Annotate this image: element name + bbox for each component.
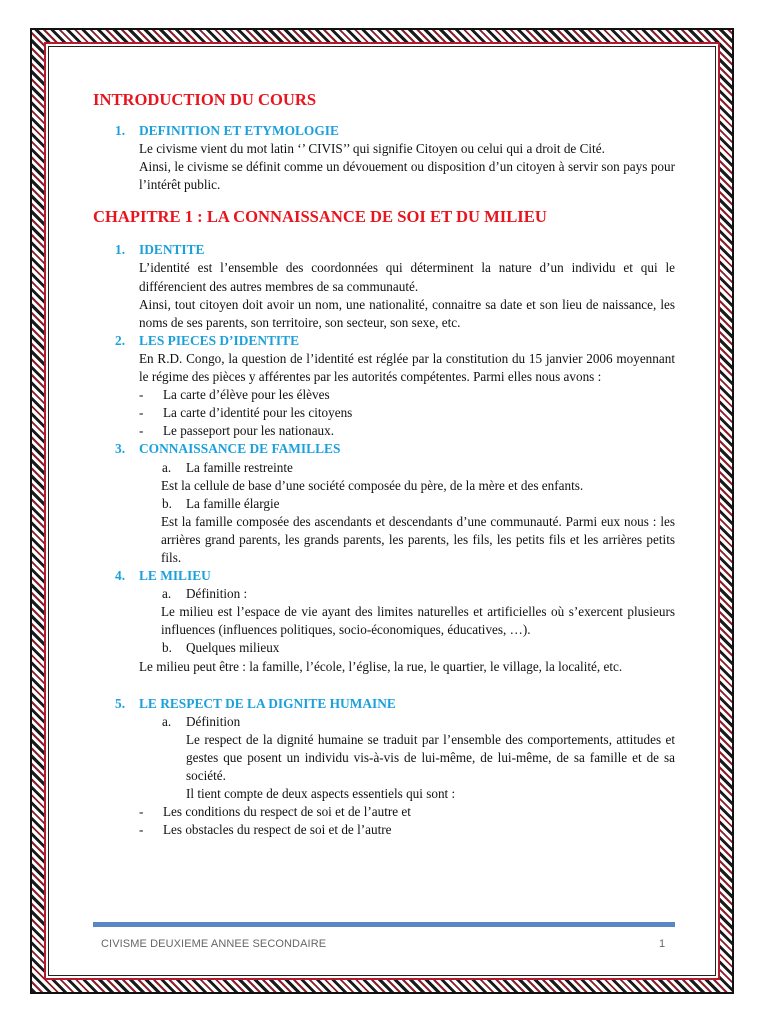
- list-item: - Les obstacles du respect de soi et de l’autre: [139, 822, 392, 838]
- paragraph: Il tient compte de deux aspects essentiels qui sont :: [186, 786, 456, 802]
- section-heading-pieces: [93, 332, 675, 350]
- paragraph: Le civisme vient du mot latin ‘’ CIVIS’’ qui signifie Citoyen ou celui qui a droit de Cité.: [139, 141, 605, 157]
- list-item: - La carte d’élève pour les élèves: [139, 387, 330, 403]
- paragraph: En R.D. Congo, la question de l’identité est réglée par la constitution du 15 janvier 2006 moyennant le régime des pièces y afférentes par les autorités compétentes. Parmi elles nous avons :: [139, 350, 675, 385]
- section-number: 4.: [115, 568, 126, 584]
- paragraph: Le respect de la dignité humaine se traduit par l’ensemble des comportements, attitudes et gestes que posent un individu vis-à-vis de lui-même, de lui-même, de sa famille et de sa société.: [186, 731, 675, 783]
- section-number: 2.: [115, 332, 126, 348]
- section-title: IDENTITE: [139, 242, 205, 258]
- section-heading-identite: [93, 241, 675, 259]
- page-number: 1: [659, 938, 666, 950]
- subsection-heading: a. La famille restreinte: [162, 459, 293, 475]
- section-title: LE RESPECT DE LA DIGNITE HUMAINE: [139, 695, 396, 711]
- section-number: 1.: [115, 123, 126, 138]
- paragraph: Est la famille composée des ascendants et descendants d’une communauté. Parmi eux nous : les arrières grand parents, les grands parents, les parents, les fils, les petits fils et les arrières petits fils.: [161, 513, 675, 565]
- list-item: - Le passeport pour les nationaux.: [139, 423, 335, 439]
- subsection-heading: a. Définition: [162, 713, 241, 729]
- paragraph: Ainsi, le civisme se définit comme un dévouement ou disposition d’un citoyen à servir son pays pour l’intérêt public.: [139, 159, 675, 193]
- section-heading-milieu: [93, 567, 675, 585]
- document-body: [93, 88, 675, 839]
- section-number: 5.: [115, 695, 126, 711]
- section-title: CONNAISSANCE DE FAMILLES: [139, 441, 341, 457]
- subsection-heading: b. La famille élargie: [162, 495, 280, 511]
- footer-rule: [93, 922, 675, 927]
- subsection-heading: a. Définition :: [162, 586, 248, 602]
- document-title: INTRODUCTION DU COURS: [93, 90, 317, 109]
- footer-label: CIVISME DEUXIEME ANNEE SECONDAIRE: [101, 938, 327, 950]
- paragraph: Ainsi, tout citoyen doit avoir un nom, une nationalité, connaitre sa date et son lieu de naissance, les noms de ses parents, son territoire, son secteur, son sexe, etc.: [139, 296, 675, 330]
- section-title: LES PIECES D’IDENTITE: [139, 332, 299, 348]
- section-heading-dignite: [93, 695, 675, 713]
- section-number: 3.: [115, 441, 126, 457]
- section-heading-familles: [93, 440, 675, 458]
- subsection-heading: b. Quelques milieux: [162, 640, 280, 656]
- paragraph: Le milieu est l’espace de vie ayant des limites naturelles et artificielles où s’exercent plusieurs influences (influences politiques, socio-économiques, éducatives, …).: [161, 604, 675, 638]
- paragraph: Le milieu peut être : la famille, l’école, l’église, la rue, le quartier, le village, la localité, etc.: [139, 658, 623, 674]
- section-heading-definition: [93, 122, 675, 140]
- paragraph: Est la cellule de base d’une société composée du père, de la mère et des enfants.: [161, 477, 584, 493]
- section-title: LE MILIEU: [139, 568, 211, 584]
- list-item: - La carte d’identité pour les citoyens: [139, 405, 353, 421]
- paragraph: L’identité est l’ensemble des coordonnées qui déterminent la nature d’un individu et qui le différencient des autres membres de sa communauté.: [139, 260, 675, 294]
- section-number: 1.: [115, 242, 126, 258]
- list-item: - Les conditions du respect de soi et de l’autre et: [139, 804, 411, 820]
- section-title: DEFINITION ET ETYMOLOGIE: [139, 123, 339, 138]
- chapter-heading: CHAPITRE 1 : LA CONNAISSANCE DE SOI ET DU MILIEU: [93, 207, 547, 227]
